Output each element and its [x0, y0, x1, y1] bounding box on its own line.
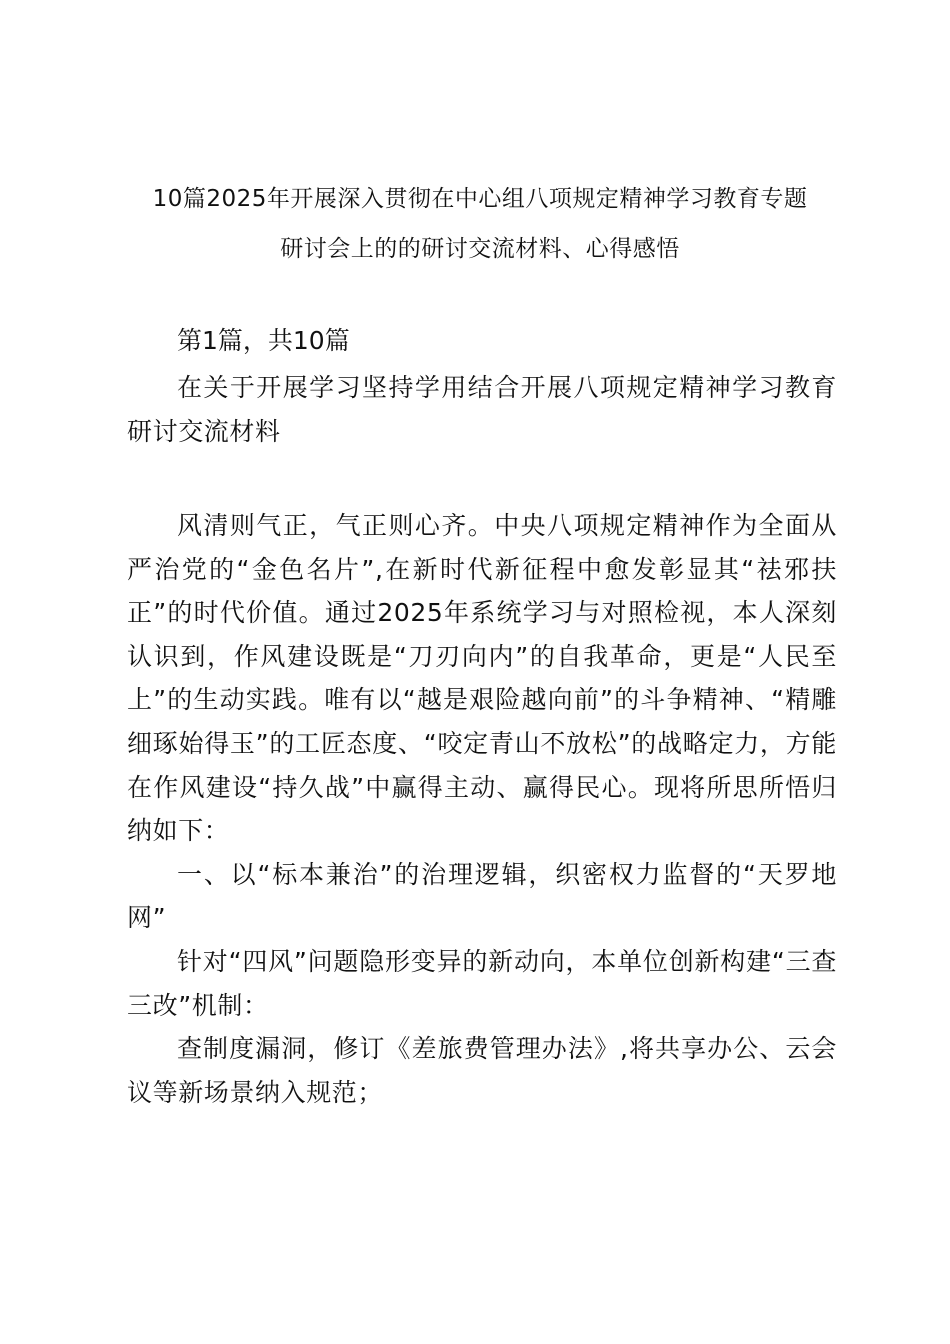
article-title-block — [127, 366, 837, 453]
document-title-line-1: 10篇2025年开展深入贯彻在中心组八项规定精神学习教育专题 — [152, 186, 808, 212]
body-paragraph: 风清则气正，气正则心齐。中央八项规定精神作为全面从严治党的“金色名片”,在新时代新征程中愈发彰显其“祛邪扶正”的时代价值。通过2025年系统学习与对照检视，本人深刻认识到，作风建设既是“刀刃向内”的自我革命，更是“人民至上”的生动实践。唯有以“越是艰险越向前”的斗争精神、“精雕细琢始得玉”的工匠态度、“咬定青山不放松”的战略定力，方能在作风建设“持久战”中赢得主动、赢得民心。现将所思所悟归纳如下： — [127, 511, 837, 846]
article-counter: 第1篇，共10篇 — [177, 326, 350, 355]
article-body — [127, 504, 837, 1114]
body-paragraph: 查制度漏洞，修订《差旅费管理办法》,将共享办公、云会议等新场景纳入规范； — [127, 1034, 837, 1107]
body-paragraph: 针对“四风”问题隐形变异的新动向，本单位创新构建“三查三改”机制： — [127, 946, 837, 1020]
article-title: 在关于开展学习坚持学用结合开展八项规定精神学习教育研讨交流材料 — [127, 373, 837, 446]
section-heading: 一、以“标本兼治”的治理逻辑，织密权力监督的“天罗地网” — [127, 859, 837, 933]
document-title-line-2: 研讨会上的的研讨交流材料、心得感悟 — [280, 236, 680, 262]
